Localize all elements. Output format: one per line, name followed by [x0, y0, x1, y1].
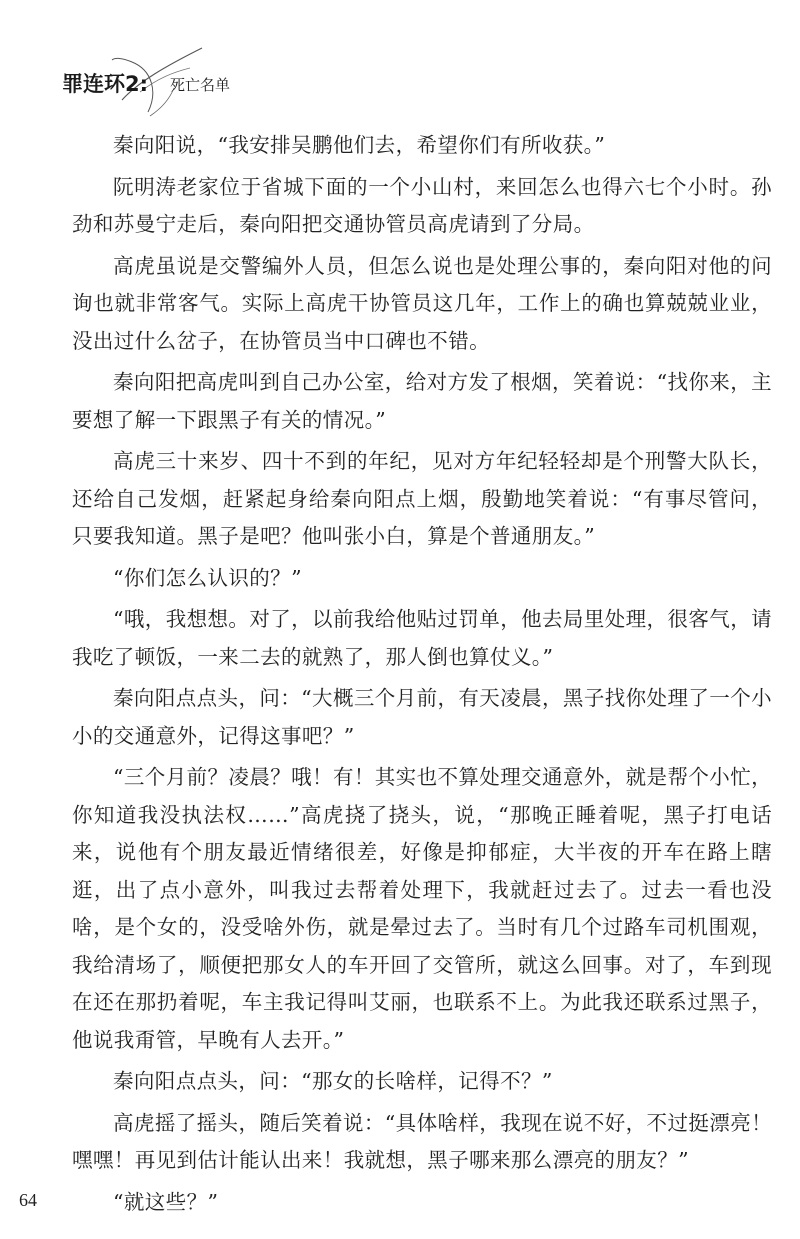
paragraph: “三个月前？凌晨？哦！有！其实也不算处理交通意外，就是帮个小忙，你知道我没执法权……”高虎挠了挠头，说，“那晚正睡着呢，黑子打电话来，说他有个朋友最近情绪很差，好像是抑郁症，大半夜的开车在路上瞎逛，出了点小意外，叫我过去帮着处理下，我就赶过去了。过去一看也没啥，是个女的，没受啥外伤，就是晕过去了。当时有几个过路车司机围观，我给清场了，顺便把那女人的车开回了交管所，就这么回事。对了，车到现在还在那扔着呢，车主我记得叫艾丽，也联系不上。为此我还联系过黑子，他说我甭管，早晚有人去开。”: [72, 765, 772, 1052]
paragraph: 高虎三十来岁、四十不到的年纪，见对方年纪轻轻却是个刑警大队长，还给自己发烟，赶紧起身给秦向阳点上烟，殷勤地笑着说：“有事尽管问，只要我知道。黑子是吧？他叫张小白，算是个普通朋友。”: [72, 449, 772, 548]
paragraph: 秦向阳点点头，问：“那女的长啥样，记得不？”: [113, 1069, 553, 1093]
paragraph: 阮明涛老家位于省城下面的一个小山村，来回怎么也得六七个小时。孙劲和苏曼宁走后，秦向阳把交通协管员高虎请到了分局。: [72, 174, 772, 236]
series-title: 罪连环2:: [62, 72, 149, 96]
paragraph: 高虎摇了摇头，随后笑着说：“具体啥样，我现在说不好，不过挺漂亮！嘿嘿！再见到估计能认出来！我就想，黑子哪来那么漂亮的朋友？”: [72, 1110, 772, 1172]
paragraph: 秦向阳说，“我安排吴鹏他们去，希望你们有所收获。”: [113, 133, 606, 157]
paragraph: “哦，我想想。对了，以前我给他贴过罚单，他去局里处理，很客气，请我吃了顿饭，一来二去的就熟了，那人倒也算仗义。”: [72, 607, 772, 669]
series-subtitle: 死亡名单: [170, 76, 231, 94]
running-header: [62, 42, 322, 112]
body-text: [72, 127, 772, 1221]
paragraph: “你们怎么认识的？”: [113, 565, 302, 590]
paragraph: 高虎虽说是交警编外人员，但怎么说也是处理公事的，秦向阳对他的问询也就非常客气。实际上高虎干协管员这几年，工作上的确也算兢兢业业，没出过什么岔子，在协管员当中口碑也不错。: [72, 253, 772, 353]
page-number: 64: [19, 1190, 37, 1210]
paragraph: “就这些？”: [113, 1189, 219, 1214]
paragraph: 秦向阳把高虎叫到自己办公室，给对方发了根烟，笑着说：“找你来，主要想了解一下跟黑子有关的情况。”: [72, 370, 772, 432]
paragraph: 秦向阳点点头，问：“大概三个月前，有天凌晨，黑子找你处理了一个小小的交通意外，记得这事吧？”: [72, 686, 772, 748]
